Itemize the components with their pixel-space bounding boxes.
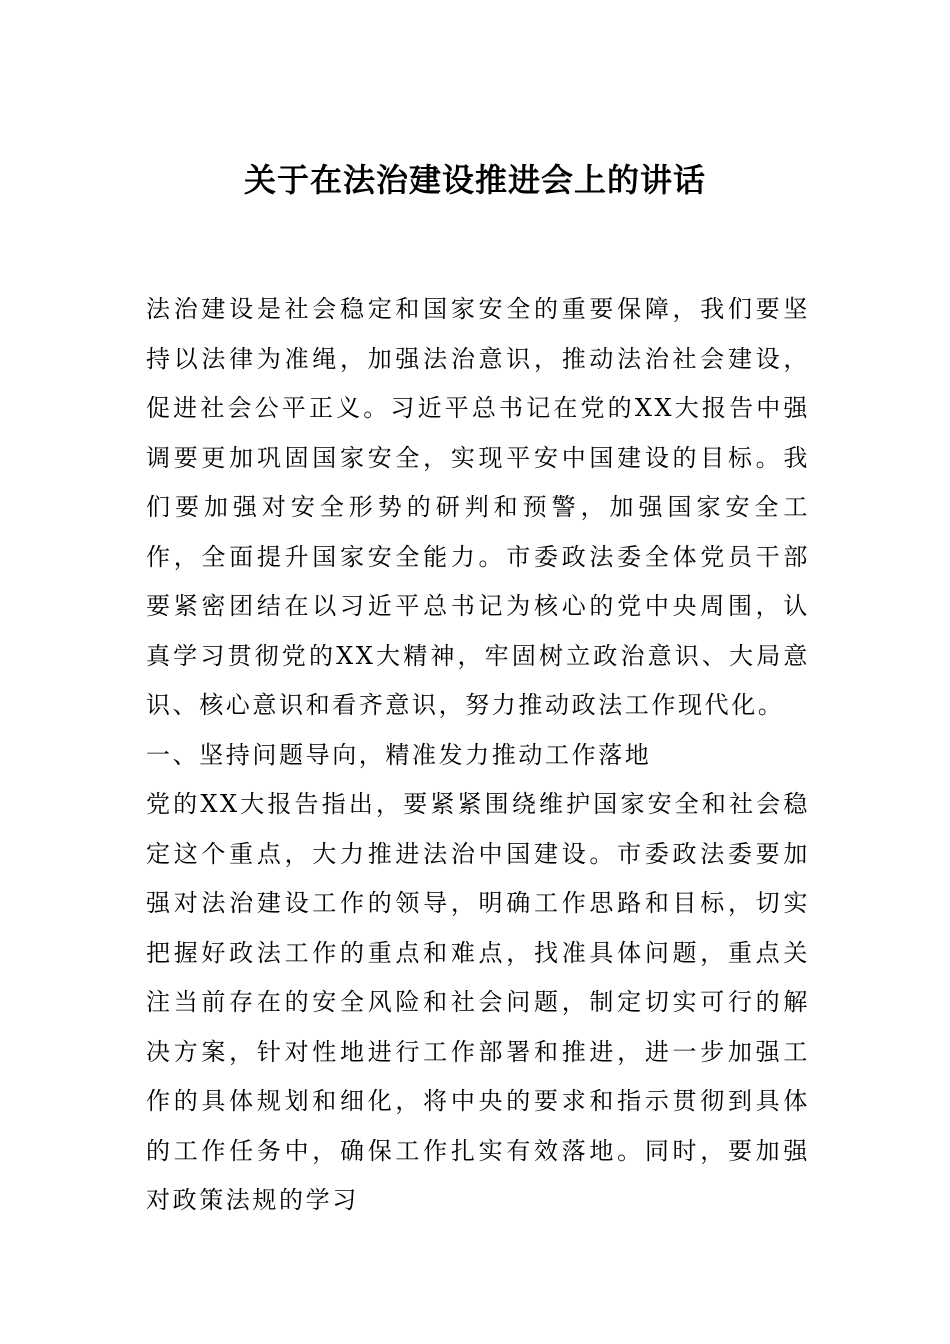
document-body — [146, 285, 810, 1226]
body-paragraph: 党的XX大报告指出，要紧紧围绕维护国家安全和社会稳定这个重点，大力推进法治中国建设。市委政法委要加强对法治建设工作的领导，明确工作思路和目标，切实把握好政法工作的重点和难点，找准具体问题，重点关注当前存在的安全风险和社会问题，制定切实可行的解决方案，针对性地进行工作部署和推进，进一步加强工作的具体规划和细化，将中央的要求和指示贯彻到具体的工作任务中，确保工作扎实有效落地。同时，要加强对政策法规的学习 — [146, 790, 810, 1214]
document-title: 关于在法治建设推进会上的讲话 — [243, 161, 706, 199]
section-heading: 一、坚持问题导向，精准发力推动工作落地 — [146, 740, 652, 769]
body-paragraph: 法治建设是社会稳定和国家安全的重要保障，我们要坚持以法律为准绳，加强法治意识，推动法治社会建设，促进社会公平正义。习近平总书记在党的XX大报告中强调要更加巩固国家安全，实现平安中国建设的目标。我们要加强对安全形势的研判和预警，加强国家安全工作，全面提升国家安全能力。市委政法委全体党员干部要紧密团结在以习近平总书记为核心的党中央周围，认真学习贯彻党的XX大精神，牢固树立政治意识、大局意识、核心意识和看齐意识，努力推动政法工作现代化。 — [146, 295, 810, 719]
